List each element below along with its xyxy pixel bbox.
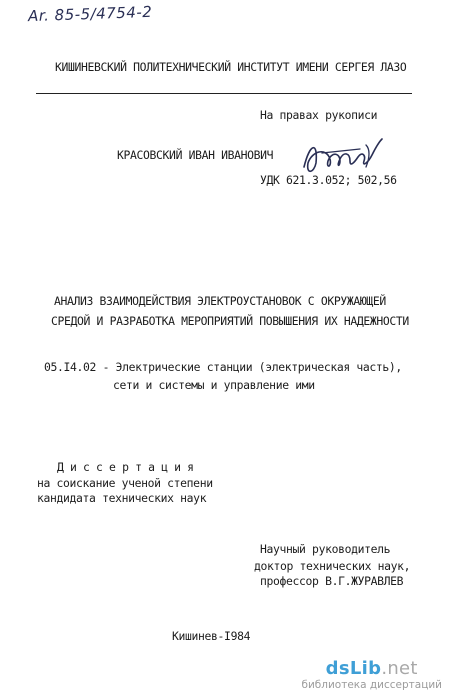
dissertation-field: кандидата технических наук	[37, 491, 207, 505]
title-line-2: СРЕДОЙ И РАЗРАБОТКА МЕРОПРИЯТИЙ ПОВЫШЕНИЯ ИХ НАДЕЖНОСТИ	[51, 314, 409, 328]
udk-code: УДК 621.3.052; 502,56	[260, 173, 397, 187]
title-line-1: АНАЛИЗ ВЗАИМОДЕЙСТВИЯ ЭЛЕКТРОУСТАНОВОК С ОКРУЖАЮЩЕЙ	[54, 294, 386, 308]
specialty-line-2: сети и системы и управление ими	[113, 378, 315, 392]
dissertation-degree: на соискание ученой степени	[37, 476, 213, 490]
author-name: КРАСОВСКИЙ ИВАН ИВАНОВИЧ	[117, 148, 274, 162]
place-year: Кишинев-I984	[172, 629, 251, 643]
header-divider	[36, 93, 412, 94]
supervisor-heading: Научный руководитель	[260, 542, 391, 556]
watermark	[301, 659, 442, 691]
rights-note: На правах рукописи	[260, 108, 378, 122]
dissertation-heading: Д и с с е р т а ц и я	[57, 460, 194, 474]
watermark-subtitle: библиотека диссертаций	[301, 679, 442, 691]
supervisor-name: профессор В.Г.ЖУРАВЛЕВ	[260, 574, 404, 588]
specialty-line-1: 05.I4.02 - Электрические станции (электрическая часть),	[44, 360, 402, 374]
handwritten-note: Ar. 85-5/4754-2	[27, 2, 153, 26]
institute-name: КИШИНЕВСКИЙ ПОЛИТЕХНИЧЕСКИЙ ИНСТИТУТ ИМЕНИ СЕРГЕЯ ЛАЗО	[55, 60, 407, 74]
watermark-logo: dsLib.net	[325, 658, 418, 679]
supervisor-degree: доктор технических наук,	[254, 559, 411, 573]
